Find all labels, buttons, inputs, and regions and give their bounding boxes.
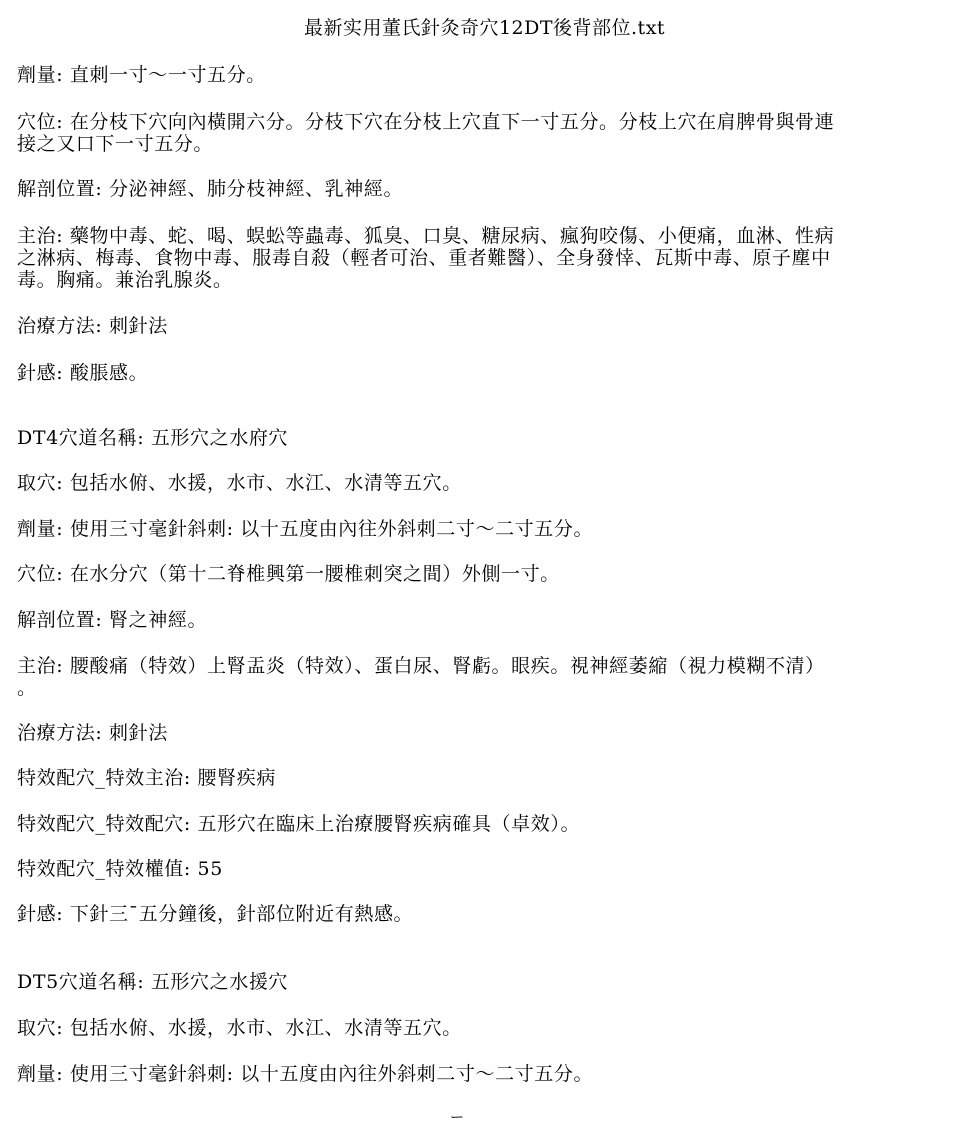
text-line: 解剖位置: 腎之神經。: [17, 609, 208, 631]
paragraph-dosage: [17, 518, 957, 540]
paragraph-needle-sensation: [17, 362, 957, 384]
text-line: 治療方法: 刺針法: [17, 315, 168, 337]
text-line: 劑量: 使用三寸毫針斜刺: 以十五度由內往外斜刺二寸～二寸五分。: [17, 1063, 594, 1085]
text-line: 特效配穴_特效權值: 55: [17, 858, 223, 880]
text-line: 之淋病、梅毒、食物中毒、服毒自殺（輕者可治、重者難醫）、全身發悻、瓦斯中毒、原子塵中: [17, 247, 831, 269]
text-line: 取穴: 包括水俯、水援，水市、水江、水清等五穴。: [17, 472, 462, 494]
paragraph-special-weight: [17, 858, 957, 880]
heading-dt4: [17, 427, 957, 449]
text-line: 劑量: 直刺一寸～一寸五分。: [17, 64, 266, 86]
text-line: 毒。胸痛。兼治乳腺炎。: [17, 269, 233, 291]
paragraph-dosage: [17, 64, 957, 86]
heading-dt5: [17, 971, 957, 993]
paragraph-anatomy: [17, 178, 957, 200]
text-line: DT4穴道名稱: 五形穴之水府穴: [17, 427, 289, 449]
paragraph-needle-sensation: [17, 903, 957, 925]
text-line: 治療方法: 刺針法: [17, 722, 168, 744]
text-line: 劑量: 使用三寸毫針斜刺: 以十五度由內往外斜刺二寸～二寸五分。: [17, 518, 594, 540]
paragraph-anatomy: [17, 609, 957, 631]
text-line: 接之又口下一寸五分。: [17, 133, 214, 155]
text-line: 針感: 酸脹感。: [17, 362, 149, 384]
paragraph-point-selection: [17, 1017, 957, 1039]
paragraph-special-indication: [17, 767, 957, 789]
paragraph-treatment-method: [17, 722, 957, 744]
text-line: 針感: 下針三¯五分鐘後，針部位附近有熱感。: [17, 903, 414, 925]
document-title: 最新实用董氏針灸奇穴12DT後背部位.txt: [303, 17, 666, 39]
paragraph-treatment-method: [17, 315, 957, 337]
text-line: 解剖位置: 分泌神經、肺分枝神經、乳神經。: [17, 178, 404, 200]
paragraph-point-location: [17, 563, 957, 585]
text-line: 穴位: 在水分穴（第十二脊椎興第一腰椎刺突之間）外側一寸。: [17, 563, 560, 585]
paragraph-point-location: [17, 111, 957, 155]
text-line: 特效配穴_特效主治: 腰腎疾病: [17, 767, 276, 789]
text-line: 。: [17, 677, 37, 699]
paragraph-point-selection: [17, 472, 957, 494]
paragraph-indications: [17, 655, 957, 699]
text-line: DT5穴道名稱: 五形穴之水援穴: [17, 971, 289, 993]
paragraph-special-combination: [17, 813, 957, 835]
text-line: 取穴: 包括水俯、水援，水市、水江、水清等五穴。: [17, 1017, 462, 1039]
text-line: 穴位: 在分枝下穴向內橫開六分。分枝下穴在分枝上穴直下一寸五分。分枝上穴在肩脾骨與骨連: [17, 111, 835, 133]
page-footer-fragment: ー: [450, 1114, 464, 1122]
paragraph-dosage: [17, 1063, 957, 1085]
paragraph-indications: [17, 225, 957, 291]
text-line: 主治: 藥物中毒、蛇、喝、蜈蚣等蟲毒、狐臭、口臭、糖尿病、瘋狗咬傷、小便痛，血淋、性病: [17, 225, 835, 247]
text-line: 主治: 腰酸痛（特效）上腎盂炎（特效）、蛋白尿、腎虧。眼疾。視神經萎縮（視力模糊不清）: [17, 655, 825, 677]
text-line: 特效配穴_特效配穴: 五形穴在臨床上治療腰腎疾病確具（卓效）。: [17, 813, 581, 835]
